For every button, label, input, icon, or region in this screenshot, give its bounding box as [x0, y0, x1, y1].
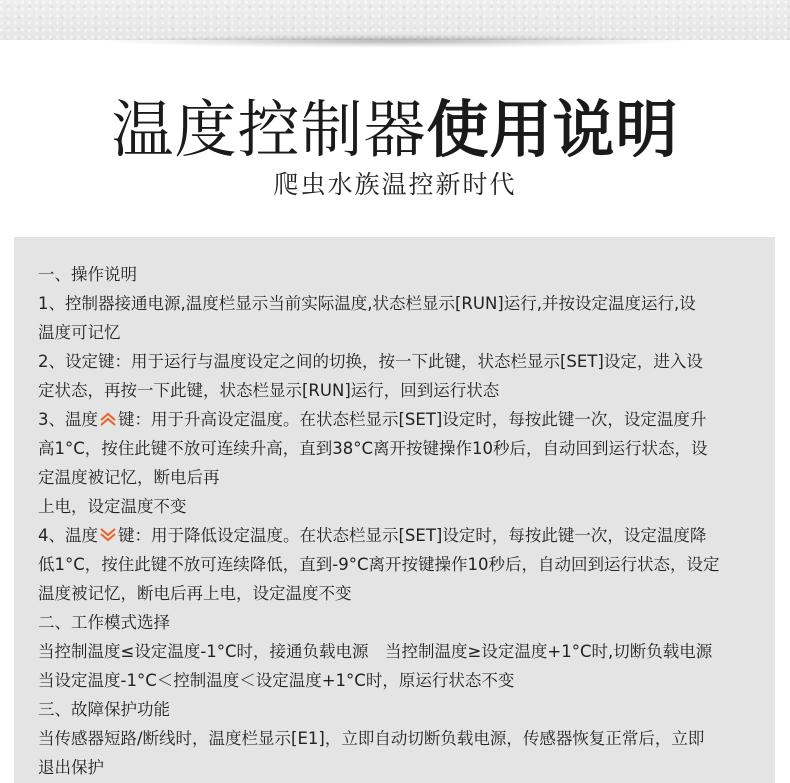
title-bold-part: 使用说明	[426, 93, 679, 166]
page-title	[0, 92, 790, 168]
instruction-line-down-key	[38, 525, 706, 547]
instruction-line: 2、设定键：用于运行与温度设定之间的切换，按一下此键，状态栏显示[SET]设定，进入设	[38, 352, 703, 371]
instruction-line: 定温度被记忆，断电后再	[38, 468, 220, 487]
instruction-text: 4、温度	[38, 526, 98, 545]
instruction-line: 低1°C，按住此键不放可连续降低，直到-9°C离开按键操作10秒后，自动回到运行状态，设定	[38, 555, 720, 574]
instruction-line: 温度可记忆	[38, 323, 121, 342]
instruction-line: 退出保护	[38, 758, 104, 777]
instruction-text: 键：用于降低设定温度。在状态栏显示[SET]设定时，每按此键一次，设定温度降	[118, 526, 707, 545]
instruction-line: 当传感器短路/断线时，温度栏显示[E1]，立即自动切断负载电源，传感器恢复正常后，立即	[38, 729, 705, 748]
instruction-line: 当控制温度≤设定温度-1°C时，接通负载电源 当控制温度≥设定温度+1°C时,切断负载电源	[38, 642, 713, 661]
instruction-line-up-key	[38, 409, 706, 431]
section-heading-operation: 一、操作说明	[38, 265, 137, 284]
instruction-line: 温度被记忆，断电后再上电，设定温度不变	[38, 584, 352, 603]
section-heading-protection: 三、故障保护功能	[38, 700, 170, 719]
instruction-line: 定状态，再按一下此键，状态栏显示[RUN]运行，回到运行状态	[38, 381, 500, 400]
instruction-line: 上电，设定温度不变	[38, 497, 187, 516]
title-light-part: 温度控制器	[111, 93, 427, 166]
page-subtitle: 爬虫水族温控新时代	[273, 170, 517, 199]
instruction-text: 3、温度	[38, 410, 98, 429]
instruction-line: 1、控制器接通电源,温度栏显示当前实际温度,状态栏显示[RUN]运行,并按设定温度运行,设	[38, 294, 696, 313]
section-heading-mode: 二、工作模式选择	[38, 613, 170, 632]
instruction-text: 键：用于升高设定温度。在状态栏显示[SET]设定时，每按此键一次，设定温度升	[118, 410, 707, 429]
double-chevron-up-icon	[98, 411, 118, 427]
double-chevron-down-icon	[98, 527, 118, 543]
instruction-line: 当设定温度-1°C＜控制温度＜设定温度+1°C时，原运行状态不变	[38, 671, 515, 690]
instruction-line: 高1°C，按住此键不放可连续升高，直到38°C离开按键操作10秒后，自动回到运行状态，设	[38, 439, 708, 458]
top-shadow	[95, 34, 695, 48]
